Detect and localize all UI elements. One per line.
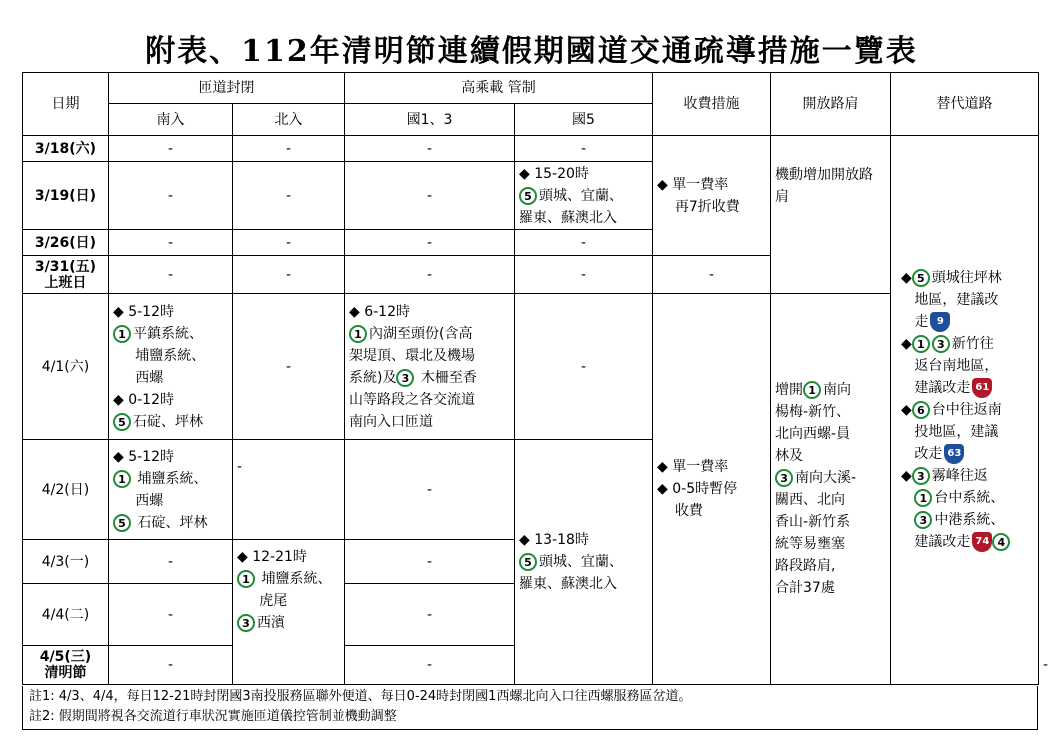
freeway-route-icon: 6 (912, 401, 930, 419)
cell-text: 台中往返南 (931, 402, 1002, 418)
cell-text: 中港系統、 (934, 512, 1005, 528)
north-cell: - (233, 256, 345, 294)
nat5-cell: - (515, 294, 653, 440)
footnote-2: 註2: 假期間將視各交流道行車狀況實施匝道儀控管制並機動調整 (29, 709, 397, 724)
cell-text: 系統)及 (349, 369, 397, 386)
cell-text: 南向 (823, 382, 852, 398)
cell-text: ◆ (901, 270, 912, 286)
freeway-route-icon: 1 (349, 325, 367, 343)
freeway-route-icon: 4 (992, 533, 1010, 551)
header-southbound: 南入 (109, 104, 233, 136)
cell-text: ◆ 13-18時 (519, 532, 589, 548)
table-row (23, 136, 1039, 162)
south-cell: - (109, 230, 233, 256)
cell-text (901, 490, 914, 506)
cell-text: 地區，建議改 (901, 292, 999, 308)
highway-shield-icon: 74 (972, 532, 992, 552)
freeway-route-icon: 1 (914, 489, 932, 507)
cell-text: ◆ 15-20時 (519, 165, 589, 182)
cell-text: 新竹往 (951, 336, 994, 352)
cell-text: 西螺 (113, 492, 164, 509)
footnotes (22, 686, 1038, 730)
cell-text: ◆ 0-5時暫停 (657, 481, 738, 497)
table-row (23, 294, 1039, 440)
freeway-route-icon: 5 (113, 514, 131, 532)
freeway-route-icon: 3 (932, 335, 950, 353)
page-title: 附表、112年清明節連續假期國道交通疏導措施一覽表 (145, 34, 918, 69)
south-cell: - (109, 256, 233, 294)
cell-text: 統等易壅塞 (775, 536, 846, 552)
south-cell (109, 294, 233, 440)
cell-text: 頭城、宜蘭、 (539, 554, 623, 570)
nat5-cell (515, 440, 653, 685)
cell-text: 機動增加開放路肩 (775, 167, 874, 205)
date-cell: 4/4(二) (23, 584, 109, 646)
cell-text: ◆ 6-12時 (349, 303, 410, 320)
freeway-route-icon: 5 (113, 413, 131, 431)
nat13-cell: - (345, 440, 515, 540)
cell-text: 建議改走 (901, 534, 971, 550)
south-cell: - (109, 162, 233, 230)
alternate-cell (891, 136, 1039, 685)
cell-text: 關西、北向 (775, 492, 846, 508)
cell-text: 香山-新竹系 (775, 514, 851, 530)
toll-cell-b (653, 294, 771, 685)
cell-text: 增開 (775, 382, 804, 398)
cell-text: ◆ 5-12時 (113, 448, 174, 465)
cell-text: ◆ (901, 468, 912, 484)
freeway-route-icon: 3 (912, 467, 930, 485)
date-cell: 3/19(日) (23, 162, 109, 230)
nat5-cell: - (515, 136, 653, 162)
table-row: 4/5(三) 清明節 - - - (23, 646, 1039, 685)
cell-text: 山等路段之各交流道 (349, 391, 475, 408)
measures-table (22, 72, 1049, 685)
north-cell: - (233, 440, 345, 540)
freeway-route-icon: 1 (113, 470, 131, 488)
nat13-cell: - (345, 162, 515, 230)
cell-text: 建議改走 (901, 380, 971, 396)
south-cell: - (109, 540, 233, 584)
cell-text: ◆ 12-21時 (237, 549, 307, 565)
date-cell: 3/31(五) 上班日 (23, 256, 109, 294)
freeway-route-icon: 1 (803, 381, 821, 399)
cell-text: 西螺 (113, 369, 164, 386)
highway-shield-icon: 9 (930, 312, 950, 332)
cell-text: ◆ (901, 402, 912, 418)
cell-text: 收費 (657, 503, 703, 519)
date-cell: 3/18(六) (23, 136, 109, 162)
cell-text: 返台南地區， (901, 358, 999, 374)
cell-text: 楊梅-新竹、 (775, 404, 851, 420)
toll-cell: - (653, 256, 771, 294)
cell-text: ◆ 單一費率 (657, 176, 729, 193)
header-northbound: 北入 (233, 104, 345, 136)
north-cell: - (345, 646, 515, 685)
toll-cell-a (653, 136, 771, 256)
freeway-route-icon: 5 (519, 553, 537, 571)
nat5-cell: - (515, 230, 653, 256)
freeway-route-icon: 3 (237, 614, 255, 632)
cell-text: 石碇、坪林 (133, 514, 208, 531)
north-cell: - (233, 136, 345, 162)
date-cell: 4/5(三) 清明節 (23, 646, 109, 685)
north-cell (233, 540, 345, 685)
header-ramp-closure: 匝道封閉 (109, 73, 345, 104)
cell-text: 頭城往坪林 (931, 270, 1002, 286)
freeway-route-icon: 1 (113, 325, 131, 343)
date-cell: 4/3(一) (23, 540, 109, 584)
cell-text: 改走 (901, 446, 943, 462)
freeway-route-icon: 3 (396, 369, 414, 387)
south-cell: - (109, 136, 233, 162)
header-date: 日期 (23, 73, 109, 136)
nat5-cell: - (515, 256, 653, 294)
date-cell: 4/1(六) (23, 294, 109, 440)
cell-text: 埔鹽系統、 (113, 347, 206, 364)
cell-text: 羅東、蘇澳北入 (519, 576, 617, 592)
south-cell (109, 440, 233, 540)
cell-text: 埔鹽系統、 (133, 470, 208, 487)
cell-text: 埔鹽系統、 (257, 571, 332, 587)
cell-text: 投地區，建議 (901, 424, 999, 440)
cell-text: ◆ (901, 336, 912, 352)
cell-text: 平鎮系統、 (133, 325, 203, 342)
date-cell: 4/2(日) (23, 440, 109, 540)
cell-text: 合計37處 (775, 580, 835, 596)
cell-text: ◆ 單一費率 (657, 459, 729, 475)
nat13-cell (345, 294, 515, 440)
cell-text: 霧峰往返 (931, 468, 988, 484)
header-row (23, 73, 1039, 104)
nat5-cell (515, 162, 653, 230)
cell-text: 頭城、宜蘭、 (539, 187, 623, 204)
north-cell: - (233, 162, 345, 230)
cell-text: 內湖至頭份(含高 (369, 325, 473, 342)
footnote-1: 註1: 4/3、4/4，每日12-21時封閉國3南投服務區聯外便道、每日0-24時封閉國1西螺北向入口往西螺服務區岔道。 (29, 689, 692, 704)
cell-text: 南向入口匝道 (349, 413, 433, 430)
freeway-route-icon: 3 (914, 511, 932, 529)
cell-text: 木柵至香 (416, 369, 477, 386)
south-cell: - (109, 584, 233, 646)
cell-text: 西濱 (257, 615, 285, 631)
freeway-route-icon: 1 (912, 335, 930, 353)
cell-text: 虎尾 (237, 593, 288, 609)
header-nat5: 國5 (515, 104, 653, 136)
highway-shield-icon: 61 (972, 378, 992, 398)
north-cell: - (233, 294, 345, 440)
nat13-cell: - (345, 136, 515, 162)
header-hov-control: 高乘載 管制 (345, 73, 653, 104)
cell-text: 石碇、坪林 (133, 413, 203, 430)
freeway-route-icon: 1 (237, 570, 255, 588)
cell-text: 架堤頂、環北及機場 (349, 347, 475, 364)
header-shoulder: 開放路肩 (771, 73, 891, 136)
header-alternate: 替代道路 (891, 73, 1039, 136)
freeway-route-icon: 5 (912, 269, 930, 287)
cell-text: ◆ 0-12時 (113, 391, 174, 408)
freeway-route-icon: 5 (519, 187, 537, 205)
highway-shield-icon: 63 (944, 444, 964, 464)
header-toll: 收費措施 (653, 73, 771, 136)
cell-text: ◆ 5-12時 (113, 303, 174, 320)
cell-text: 羅東、蘇澳北入 (519, 209, 617, 226)
header-nat13: 國1、3 (345, 104, 515, 136)
south-cell: - (109, 646, 233, 685)
north-cell: - (233, 230, 345, 256)
cell-text: 南向大溪- (795, 470, 857, 486)
shoulder-cell-a (771, 136, 891, 294)
shoulder-cell-b (771, 294, 891, 685)
nat13-cell: - (345, 230, 515, 256)
nat13-cell: - (345, 540, 515, 584)
cell-text (901, 512, 914, 528)
nat13-cell: - (345, 256, 515, 294)
nat13-cell: - (345, 584, 515, 646)
cell-text: 走 (901, 314, 929, 330)
freeway-route-icon: 3 (775, 469, 793, 487)
date-cell: 3/26(日) (23, 230, 109, 256)
cell-text: 林及 (775, 448, 804, 464)
cell-text: 再7折收費 (657, 198, 740, 215)
cell-text: 台中系統、 (934, 490, 1005, 506)
cell-text: 北向西螺-員 (775, 426, 851, 442)
cell-text: 路段路肩, (775, 558, 836, 574)
